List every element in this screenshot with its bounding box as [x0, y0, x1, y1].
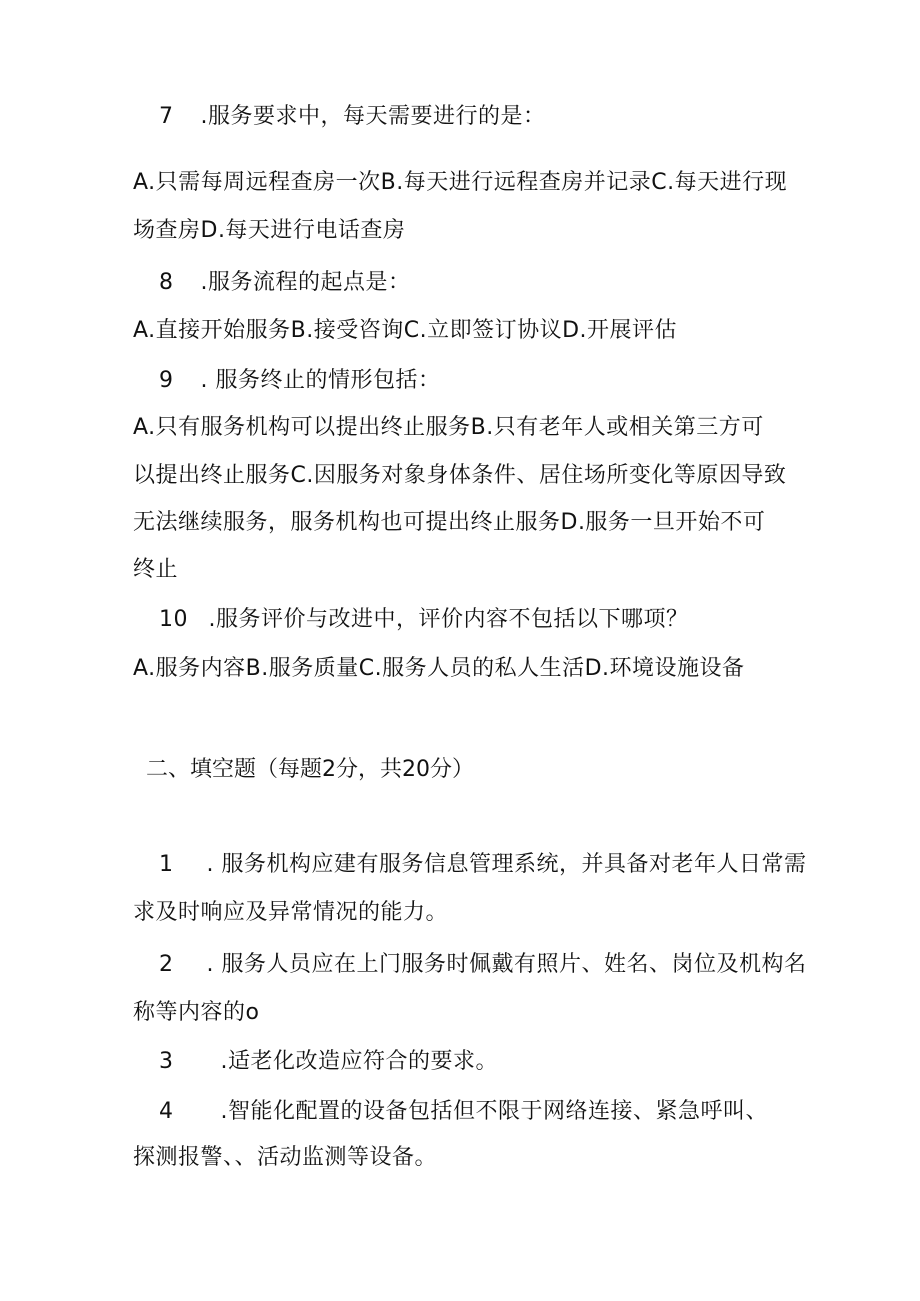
question-9-options-line: 以提出终止服务C.因服务对象身体条件、居住场所变化等原因导致 [133, 463, 787, 488]
fill-item-2-line: 称等内容的o [133, 1000, 260, 1025]
fill-item-4-line [133, 1097, 768, 1127]
question-10-options-line: A.服务内容B.服务质量C.服务人员的私人生活D.环境设施设备 [133, 656, 745, 681]
fill-item-text: .适老化改造应符合的要求。 [220, 1049, 498, 1074]
question-9-stem [133, 366, 441, 396]
question-8-stem [133, 268, 411, 298]
question-7-options-line: A.只需每周远程查房一次B.每天进行远程查房并记录C.每天进行现 [133, 170, 788, 195]
fill-item-number: 2 [159, 952, 174, 977]
fill-item-number: 3 [159, 1049, 174, 1074]
question-9-options-line: A.只有服务机构可以提出终止服务B.只有老年人或相关第三方可 [133, 415, 764, 440]
fill-item-3-line [133, 1047, 498, 1077]
fill-item-number: 1 [159, 852, 174, 877]
question-number: 8 [159, 270, 174, 295]
fill-item-4-line: 探测报警、、活动监测等设备。 [133, 1145, 438, 1170]
question-number: 7 [159, 104, 174, 129]
fill-item-text: . 服务人员应在上门服务时佩戴有照片、姓名、岗位及机构名 [206, 952, 807, 977]
question-7-stem [133, 102, 546, 132]
fill-item-number: 4 [159, 1099, 174, 1124]
question-9-options-line: 终止 [133, 557, 179, 582]
question-text: . 服务终止的情形包括： [200, 368, 441, 393]
question-text: .服务流程的起点是： [200, 270, 411, 295]
question-9-options-line: 无法继续服务，服务机构也可提出终止服务D.服务一旦开始不可 [133, 510, 766, 535]
question-8-options-line: A.直接开始服务B.接受咨询C.立即签订协议D.开展评估 [133, 318, 678, 343]
question-number: 10 [159, 607, 188, 632]
section-title: 二、填空题（每题2分，共20分） [146, 757, 474, 782]
fill-item-1-line [133, 850, 807, 880]
fill-item-2-line [133, 950, 807, 980]
fill-item-text: .智能化配置的设备包括但不限于网络连接、紧急呼叫、 [220, 1099, 768, 1124]
question-7-options-line: 场查房D.每天进行电话查房 [133, 218, 406, 243]
question-text: .服务要求中，每天需要进行的是： [200, 104, 546, 129]
fill-item-text: . 服务机构应建有服务信息管理系统，并具备对老年人日常需 [206, 852, 807, 877]
question-text: .服务评价与改进中，评价内容不包括以下哪项？ [208, 607, 689, 632]
question-number: 9 [159, 368, 174, 393]
fill-item-1-line: 求及时响应及异常情况的能力。 [133, 900, 449, 925]
question-10-stem [133, 605, 689, 635]
